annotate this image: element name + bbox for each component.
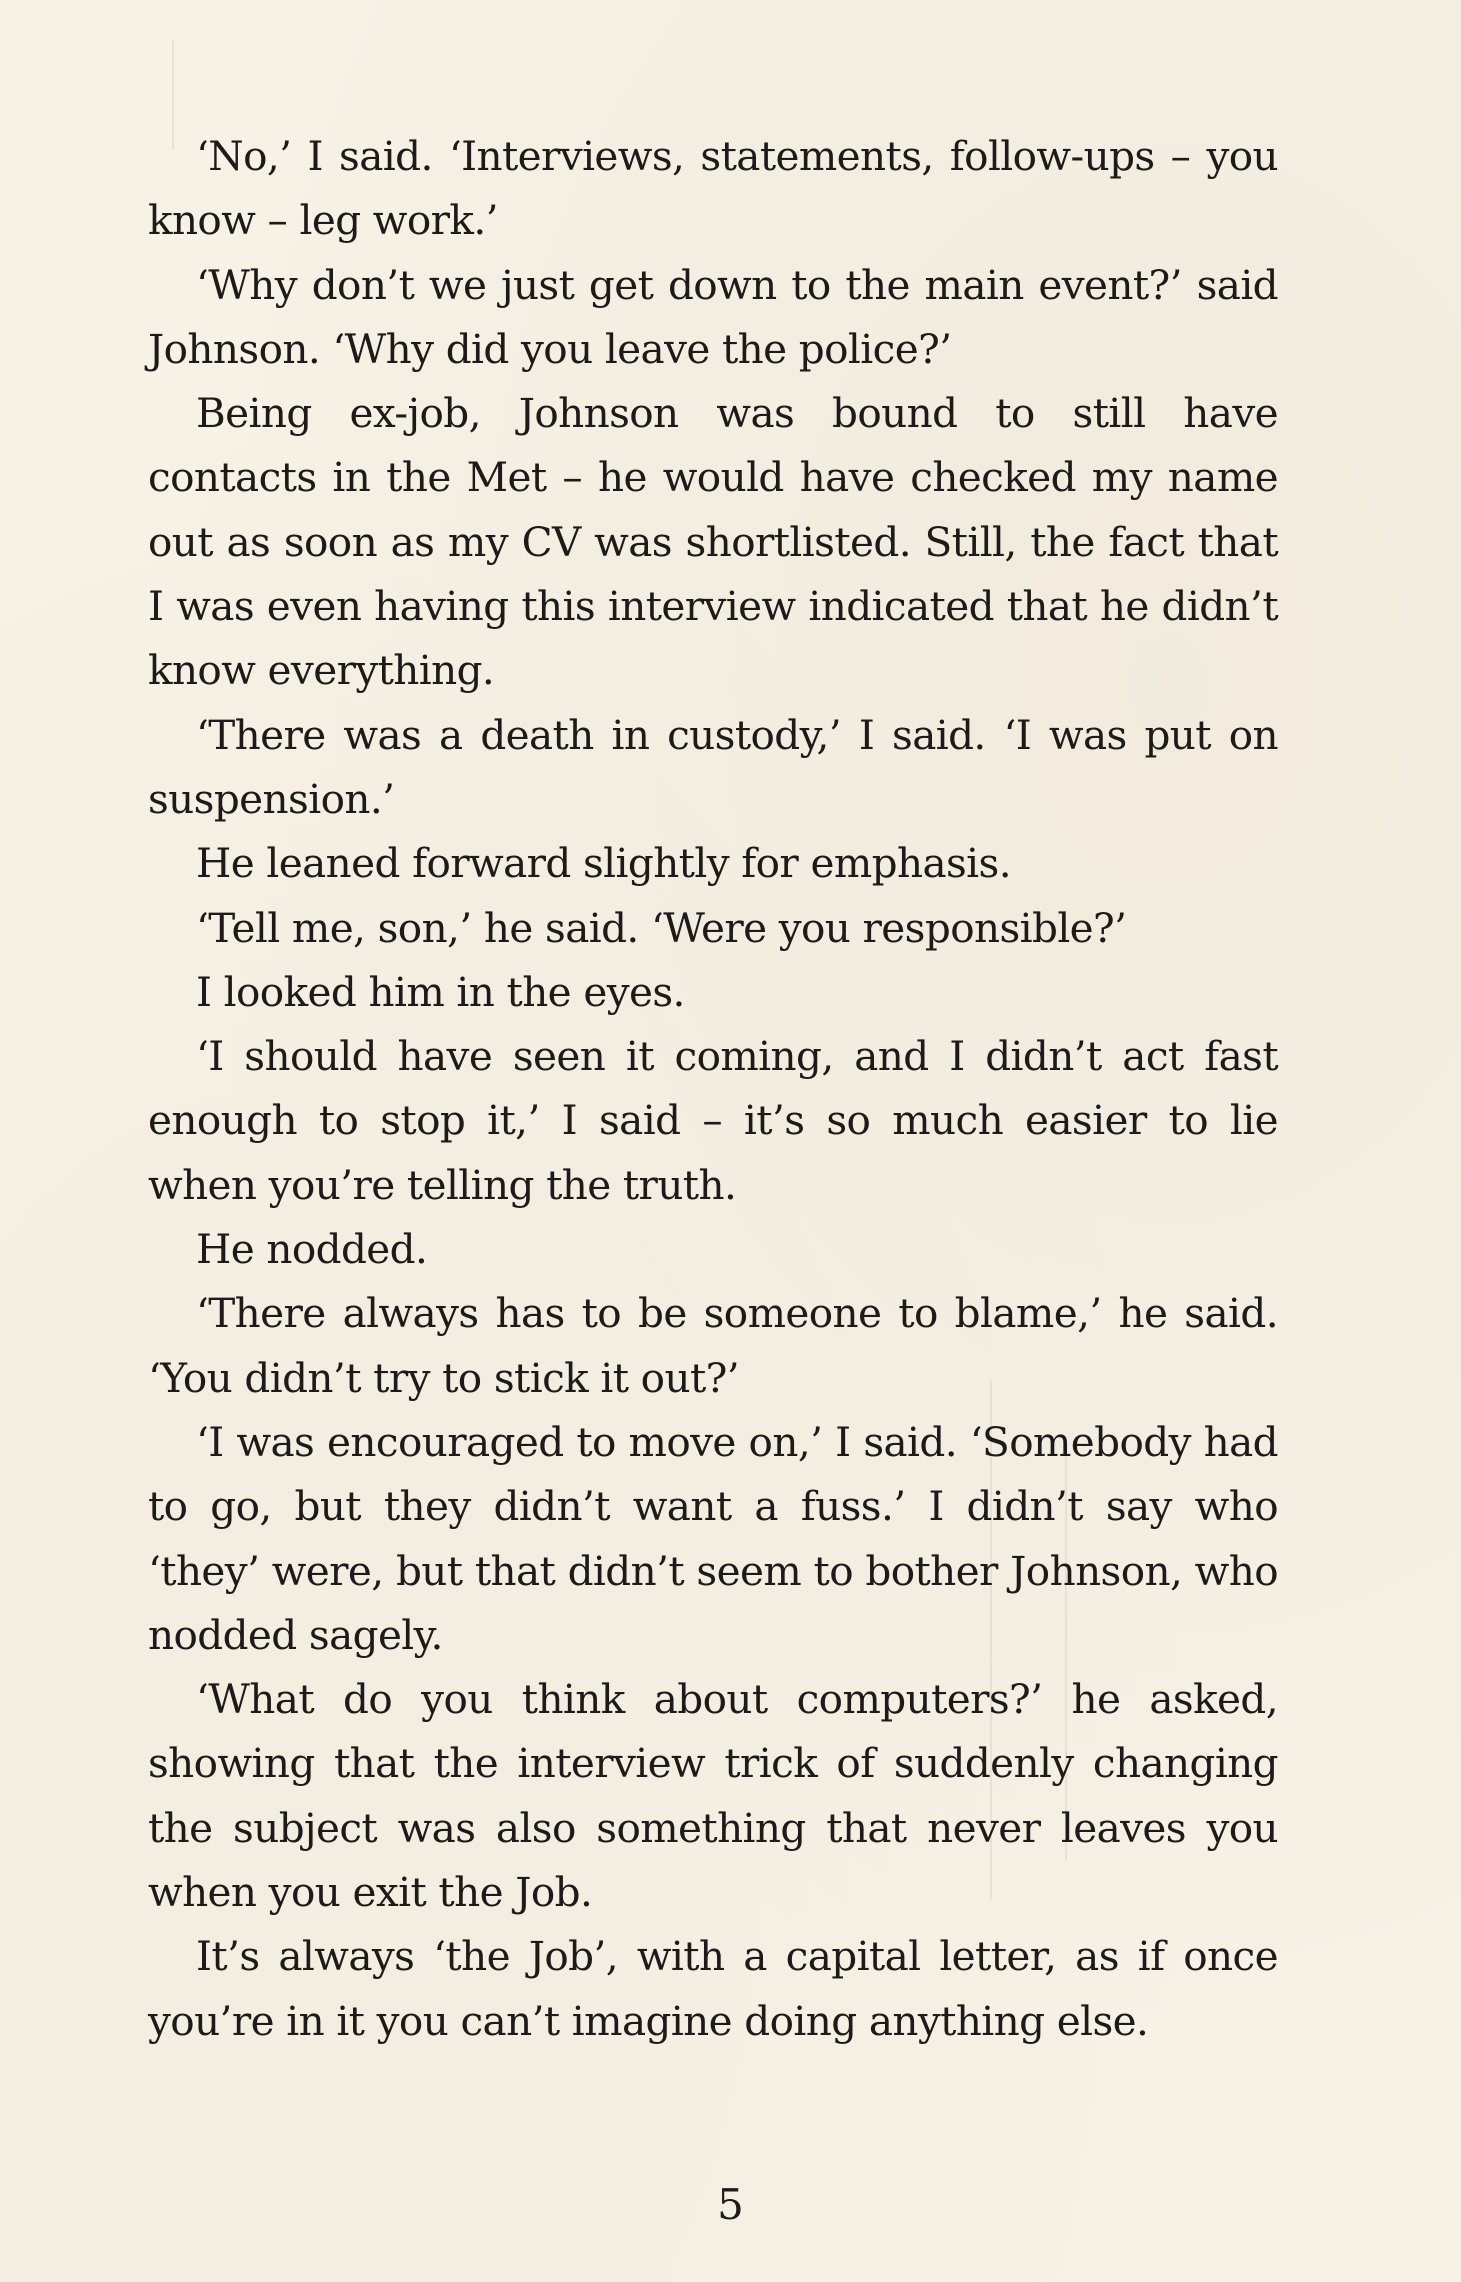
paragraph: ‘There was a death in custody,’ I said. ‘I was put on suspension.’ <box>148 710 1278 823</box>
paragraph: ‘I was encouraged to move on,’ I said. ‘Somebody had to go, but they didn’t want a fuss.’ I didn’t say who ‘they’ were, but that didn’t seem to bother Johnson, who nodded sagely. <box>148 1417 1278 1659</box>
page-number: 5 <box>717 2180 744 2229</box>
paragraph: ‘Why don’t we just get down to the main event?’ said Johnson. ‘Why did you leave the police?’ <box>148 260 1278 373</box>
paragraph: ‘No,’ I said. ‘Interviews, statements, follow-ups – you know – leg work.’ <box>148 132 1278 245</box>
paragraph: He leaned forward slightly for emphasis. <box>196 839 1011 888</box>
paragraph: ‘Tell me, son,’ he said. ‘Were you responsible?’ <box>196 903 1127 952</box>
paragraph: He nodded. <box>196 1225 428 1274</box>
paragraph: It’s always ‘the Job’, with a capital letter, as if once you’re in it you can’t imagine doing anything else. <box>148 1932 1278 2045</box>
body-text <box>148 124 1278 2053</box>
paragraph: ‘I should have seen it coming, and I didn’t act fast enough to stop it,’ I said – it’s so much easier to lie when you’re telling the truth. <box>148 1032 1278 1209</box>
paragraph: Being ex-job, Johnson was bound to still have contacts in the Met – he would have checked my name out as soon as my CV was shortlisted. Still, the fact that I was even having this interview indicated that he didn’t know everything. <box>148 389 1278 695</box>
paragraph: ‘What do you think about computers?’ he asked, showing that the interview trick of suddenly changing the subject was also something that never leaves you when you exit the Job. <box>148 1675 1278 1917</box>
paragraph: ‘There always has to be someone to blame,’ he said. ‘You didn’t try to stick it out?’ <box>148 1289 1278 1402</box>
paragraph: I looked him in the eyes. <box>196 967 685 1016</box>
